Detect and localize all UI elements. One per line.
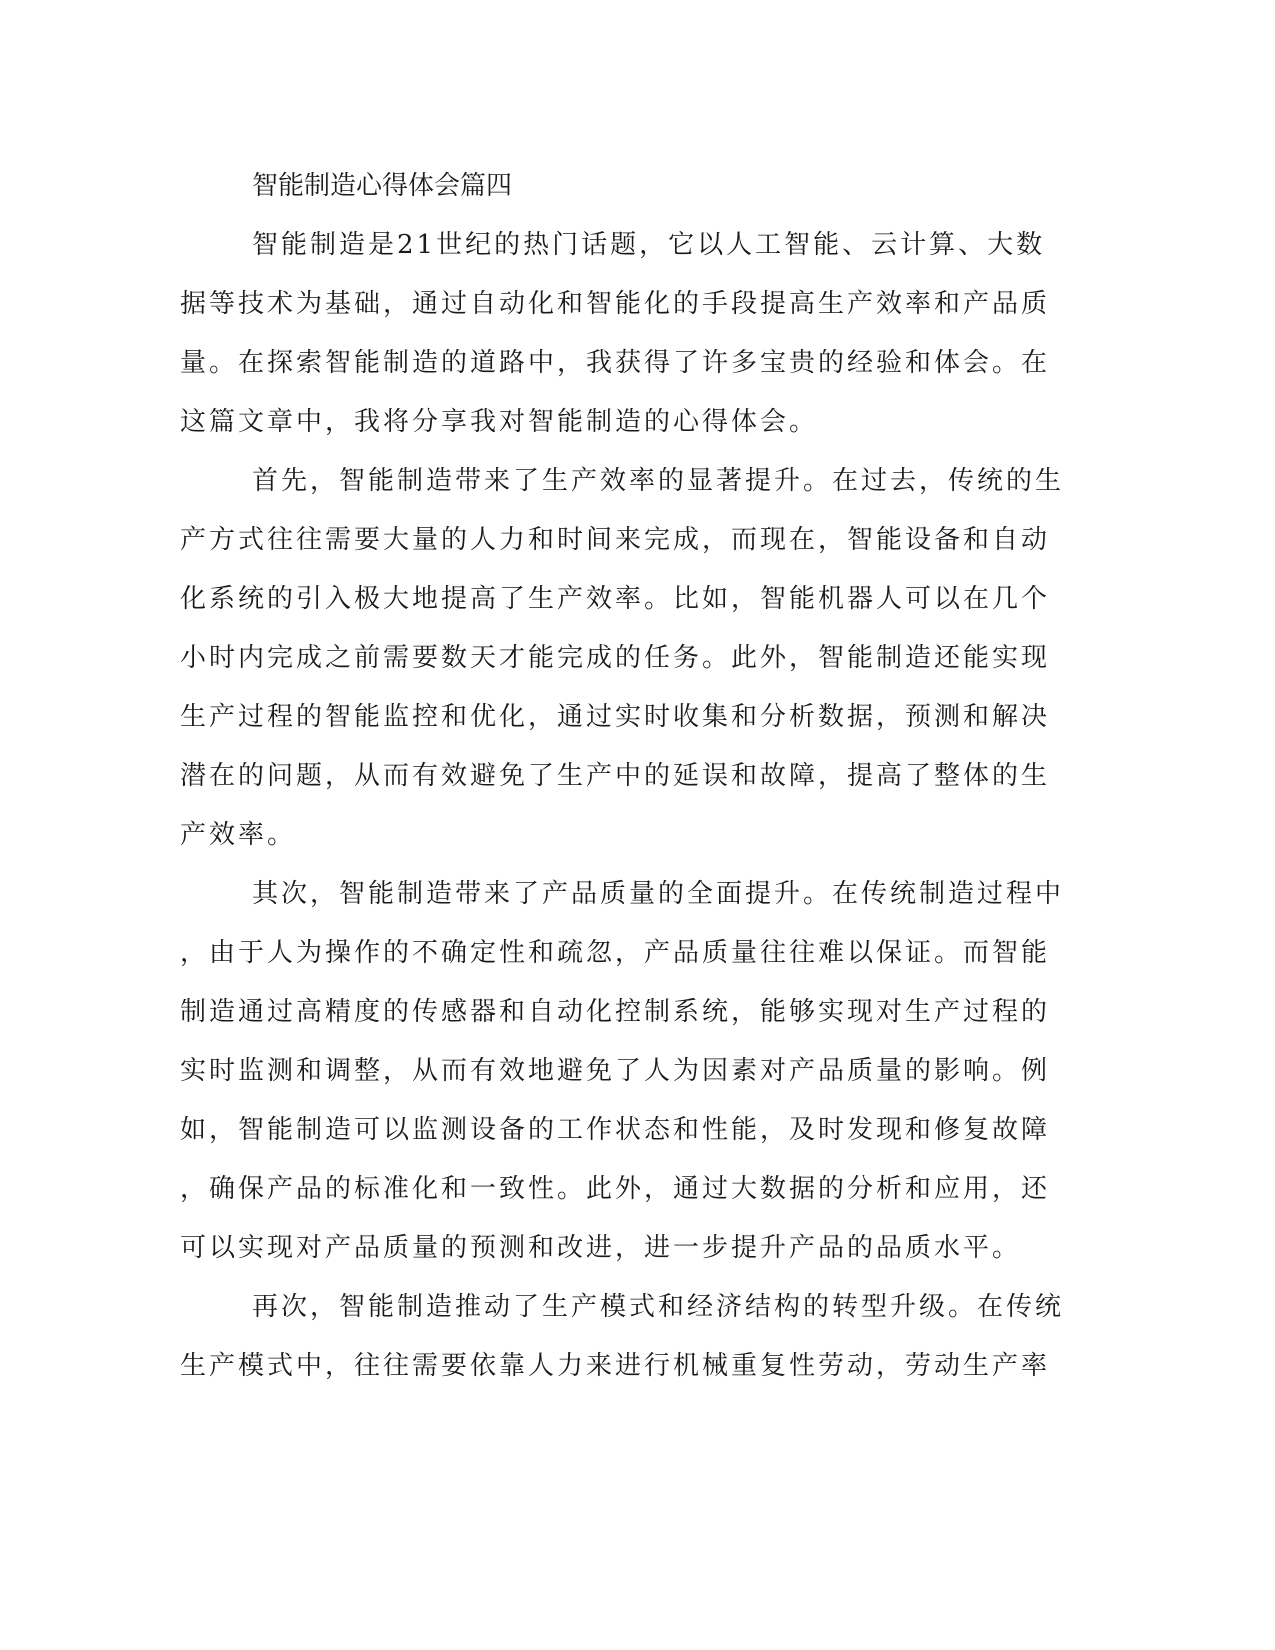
paragraph-line: 量。在探索智能制造的道路中，我获得了许多宝贵的经验和体会。在 <box>180 348 1051 378</box>
paragraph-line: 其次，智能制造带来了产品质量的全面提升。在传统制造过程中 <box>252 879 1065 909</box>
paragraph-line: 可以实现对产品质量的预测和改进，进一步提升产品的品质水平。 <box>180 1233 1022 1263</box>
paragraph-line: 如，智能制造可以监测设备的工作状态和性能，及时发现和修复故障 <box>180 1115 1051 1145</box>
document-title: 智能制造心得体会篇四 <box>252 171 513 201</box>
paragraph-line: 小时内完成之前需要数天才能完成的任务。此外，智能制造还能实现 <box>180 643 1051 673</box>
paragraph-line: 生产模式中，往往需要依靠人力来进行机械重复性劳动，劳动生产率 <box>180 1351 1051 1381</box>
paragraph-line: 生产过程的智能监控和优化，通过实时收集和分析数据，预测和解决 <box>180 702 1051 732</box>
paragraph-intro <box>180 216 1051 452</box>
paragraph-transformation <box>180 1278 1065 1396</box>
paragraph-line: ，确保产品的标准化和一致性。此外，通过大数据的分析和应用，还 <box>180 1174 1051 1204</box>
paragraph-efficiency <box>180 452 1065 865</box>
paragraph-line: 首先，智能制造带来了生产效率的显著提升。在过去，传统的生 <box>252 466 1065 496</box>
paragraph-line: 化系统的引入极大地提高了生产效率。比如，智能机器人可以在几个 <box>180 584 1051 614</box>
paragraph-line: 潜在的问题，从而有效避免了生产中的延误和故障，提高了整体的生 <box>180 761 1051 791</box>
paragraph-line: 产效率。 <box>180 820 297 850</box>
document-body <box>180 156 1065 1396</box>
paragraph-line: 这篇文章中，我将分享我对智能制造的心得体会。 <box>180 407 819 437</box>
paragraph-line: 再次，智能制造推动了生产模式和经济结构的转型升级。在传统 <box>252 1292 1065 1322</box>
paragraph-line: 实时监测和调整，从而有效地避免了人为因素对产品质量的影响。例 <box>180 1056 1051 1086</box>
paragraph-line: 智能制造是21世纪的热门话题，它以人工智能、云计算、大数 <box>252 230 1046 260</box>
paragraph-line: ，由于人为操作的不确定性和疏忽，产品质量往往难以保证。而智能 <box>180 938 1051 968</box>
paragraph-line: 产方式往往需要大量的人力和时间来完成，而现在，智能设备和自动 <box>180 525 1051 555</box>
paragraph-line: 制造通过高精度的传感器和自动化控制系统，能够实现对生产过程的 <box>180 997 1051 1027</box>
paragraph-line: 据等技术为基础，通过自动化和智能化的手段提高生产效率和产品质 <box>180 289 1051 319</box>
paragraph-quality <box>180 865 1065 1278</box>
